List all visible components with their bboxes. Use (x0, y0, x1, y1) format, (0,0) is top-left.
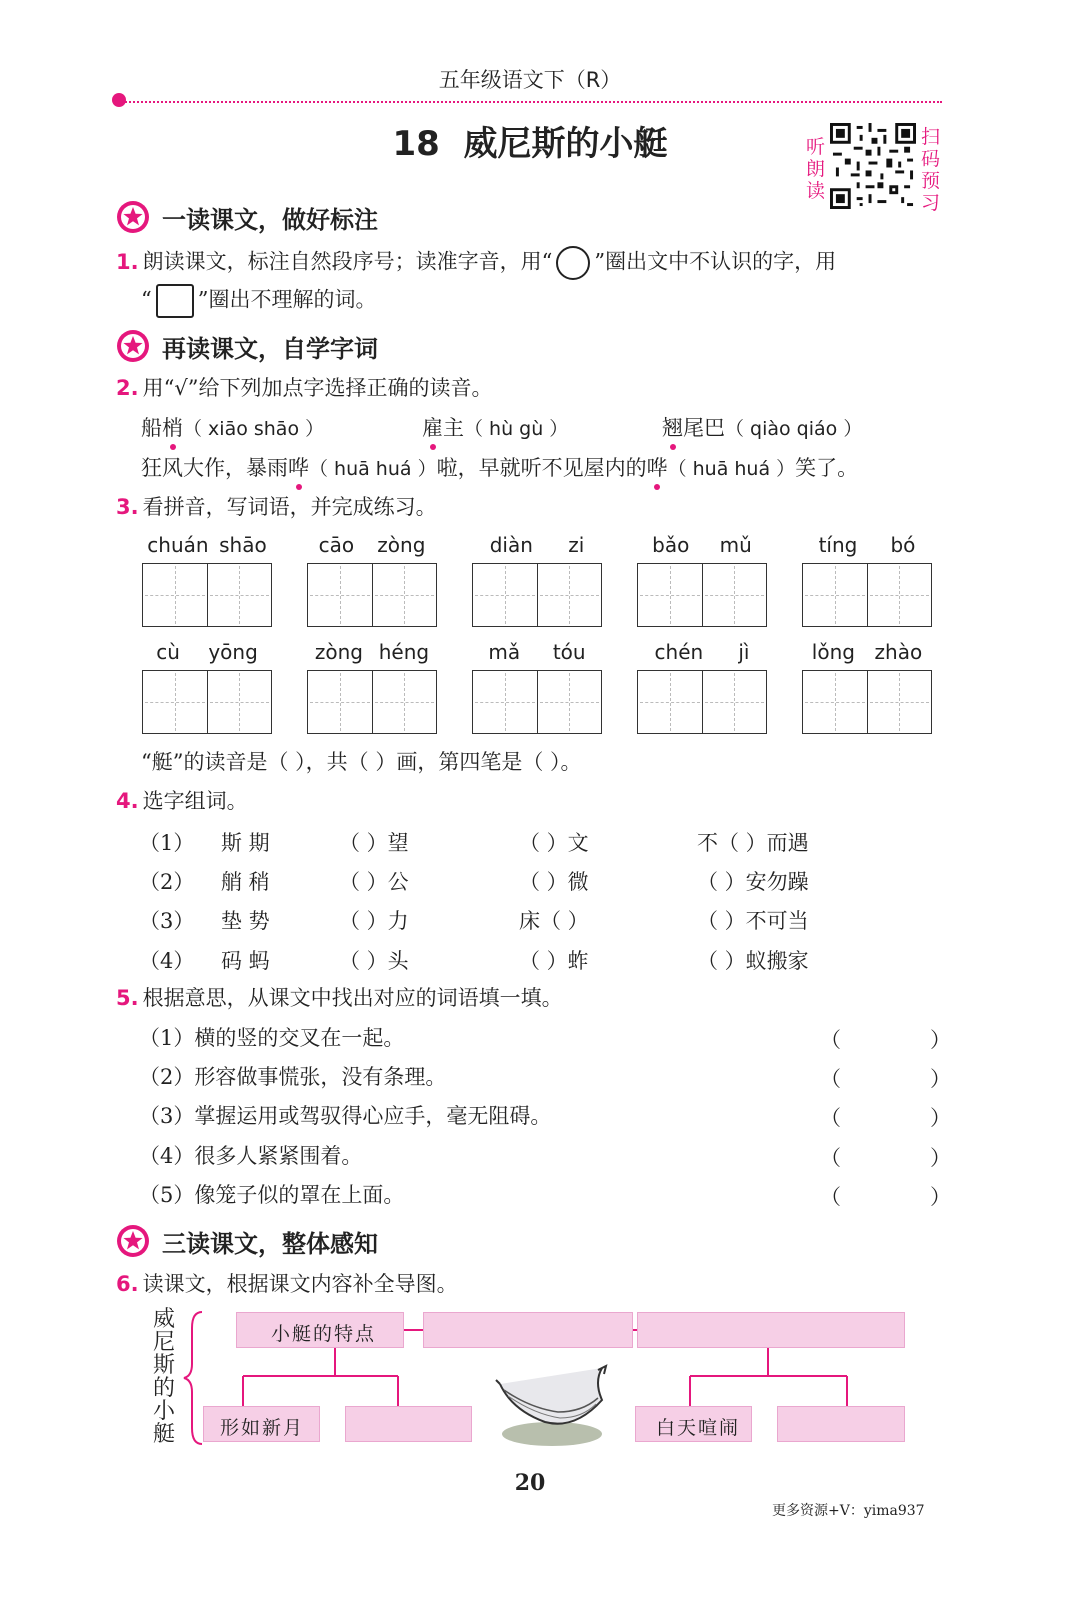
q4-blank[interactable]: （ ）文 (519, 831, 589, 855)
word-grid-group (307, 533, 437, 627)
q4-row (139, 905, 899, 933)
section-heading-1 (116, 200, 378, 234)
q5-item: （3）掌握运用或驾驭得心应手，毫无阻碍。 (139, 1104, 552, 1128)
answer-paren-close: ） (930, 1146, 951, 1170)
answer-paren-open[interactable]: （ (820, 1146, 841, 1170)
answer-paren-close: ） (930, 1185, 951, 1209)
mindmap-root: 威尼斯的小艇 (152, 1307, 175, 1447)
q4-blank[interactable]: （ ）蚱 (519, 949, 589, 973)
writing-grid[interactable] (637, 670, 767, 734)
word-grid-group (142, 533, 272, 627)
question-number: 6. (116, 1272, 139, 1296)
q2-item-2 (422, 414, 568, 443)
section-title: 三读课文，整体感知 (162, 1229, 378, 1258)
pinyin-label: diàn zi (489, 533, 585, 557)
mindmap-blank-node[interactable] (777, 1406, 905, 1442)
star-badge-icon (116, 200, 150, 234)
mindmap-blank-node[interactable] (637, 1312, 905, 1348)
mindmap-node-daytime (635, 1406, 752, 1442)
q4-blank[interactable]: （ ）蚁搬家 (697, 949, 809, 973)
q2-sentence (141, 454, 858, 483)
pinyin-label: cù yōng (156, 640, 258, 664)
q5-item: （4）很多人紧紧围着。 (139, 1144, 363, 1168)
question-number: 3. (116, 495, 139, 519)
q4-blank[interactable]: （ ）不可当 (697, 909, 809, 933)
q4-row-number: （1） (139, 831, 195, 855)
q4-row (139, 945, 899, 973)
writing-grid[interactable] (802, 670, 932, 734)
question-number: 5. (116, 986, 139, 1010)
question-number: 2. (116, 376, 139, 400)
q2-item-text: 船 (141, 416, 162, 440)
question-6 (116, 1270, 458, 1298)
mindmap-node-label: 小艇的特点 (271, 1323, 377, 1345)
lesson-number: 18 (392, 124, 440, 164)
pinyin-choices[interactable]: （ hù gù ） (464, 418, 569, 440)
pinyin-label: bǎo mǔ (652, 533, 752, 557)
question-number: 4. (116, 789, 139, 813)
pinyin-label: mǎ tóu (488, 640, 586, 664)
word-grid-group (802, 640, 932, 734)
q4-blank[interactable]: 不（ ）而遇 (697, 831, 809, 855)
answer-paren-open[interactable]: （ (820, 1067, 841, 1091)
q1-text-a: 朗读课文，标注自然段序号；读准字音，用“ (142, 249, 553, 274)
q2-sentence-text: 笑了。 (795, 456, 859, 480)
q2-item-text: 主 (443, 416, 464, 440)
star-badge-icon (116, 329, 150, 363)
word-grid-group (637, 533, 767, 627)
q2-item-text: 尾巴 (683, 416, 725, 440)
q4-text: 选字组词。 (142, 789, 248, 813)
writing-grid[interactable] (142, 670, 272, 734)
answer-paren-close: ） (930, 1067, 951, 1091)
q5-item: （5）像笼子似的罩在上面。 (139, 1183, 405, 1207)
pinyin-choices[interactable]: （ huā huá ） (309, 458, 437, 480)
pinyin-choices[interactable]: （ qiào qiáo ） (725, 418, 863, 440)
section-heading-2 (116, 329, 378, 363)
mindmap-node-crescent (203, 1406, 320, 1442)
word-grid-group (472, 533, 602, 627)
q4-char-options: 垫 势 (221, 909, 270, 933)
q4-blank[interactable]: （ ）望 (339, 831, 409, 855)
dotted-char: 哗 (288, 456, 309, 480)
section-title: 一读课文，做好标注 (162, 205, 378, 234)
mindmap-blank-node[interactable] (345, 1406, 472, 1442)
qr-side-text-listen: 听朗读 (806, 136, 826, 202)
q4-row-number: （4） (139, 949, 195, 973)
section-heading-3 (116, 1224, 378, 1258)
q2-item-1 (141, 414, 324, 443)
q4-row (139, 866, 899, 894)
writing-grid[interactable] (802, 563, 932, 627)
q4-blank[interactable]: （ ）力 (339, 909, 409, 933)
dotted-char: 梢 (162, 416, 183, 440)
q4-blank[interactable]: （ ）公 (339, 870, 409, 894)
answer-paren-open[interactable]: （ (820, 1185, 841, 1209)
pinyin-choices[interactable]: （ huā huá ） (667, 458, 796, 480)
q1-text-b: ”圈出文中不认识的字，用 (594, 249, 837, 274)
pinyin-label: lǒng zhào (811, 640, 923, 664)
word-grid-group (142, 640, 272, 734)
writing-grid[interactable] (472, 563, 602, 627)
writing-grid[interactable] (637, 563, 767, 627)
word-grid-group (307, 640, 437, 734)
q1-text-d: ”圈出不理解的词。 (197, 287, 377, 312)
q6-text: 读课文，根据课文内容补全导图。 (142, 1272, 458, 1296)
qr-code-icon[interactable] (830, 123, 916, 209)
mindmap-node-label: 白天喧闹 (656, 1417, 741, 1439)
circle-mark-icon (556, 246, 590, 280)
q4-row-number: （3） (139, 909, 195, 933)
book-header-title: 五年级语文下（R） (438, 68, 622, 92)
q5-text: 根据意思，从课文中找出对应的词语填一填。 (142, 986, 563, 1010)
question-1-line-2 (141, 284, 377, 318)
writing-grid[interactable] (307, 563, 437, 627)
writing-grid[interactable] (307, 670, 437, 734)
mindmap-node-features (236, 1312, 404, 1348)
square-mark-icon (156, 284, 194, 318)
dotted-char: 哗 (646, 456, 668, 480)
q4-char-options: 艄 稍 (221, 870, 270, 894)
pinyin-label: tíng bó (818, 533, 916, 557)
q3-followup[interactable]: “艇”的读音是（ ），共（ ）画，第四笔是（ ）。 (141, 750, 582, 774)
mindmap-blank-node[interactable] (423, 1312, 633, 1348)
header-divider (118, 101, 942, 103)
question-number: 1. (116, 249, 139, 274)
q2-text: 用“√”给下列加点字选择正确的读音。 (142, 376, 493, 400)
writing-grid[interactable] (472, 670, 602, 734)
q4-row-number: （2） (139, 870, 195, 894)
pinyin-label: cāo zòng (318, 533, 426, 557)
pinyin-label: chén jì (654, 640, 750, 664)
star-badge-icon (116, 1224, 150, 1258)
q2-sentence-text: 狂风大作，暴雨 (141, 456, 288, 480)
answer-paren-close: ） (930, 1106, 951, 1130)
answer-paren-close: ） (930, 1028, 951, 1052)
q3-text: 看拼音，写词语，并完成练习。 (142, 495, 437, 519)
q1-text-c: “ (141, 287, 152, 312)
writing-grid[interactable] (142, 563, 272, 627)
page-number: 20 (514, 1470, 546, 1496)
word-grid-group (472, 640, 602, 734)
dotted-char: 雇 (422, 416, 443, 440)
pinyin-choices[interactable]: （ xiāo shāo ） (183, 418, 325, 440)
gondola-boat-icon (490, 1360, 620, 1450)
q2-item-3 (662, 414, 862, 443)
mindmap-node-label: 形如新月 (220, 1417, 305, 1439)
question-3 (116, 493, 437, 521)
question-2 (116, 374, 492, 402)
q4-blank[interactable]: 床（ ） (519, 909, 589, 933)
q4-char-options: 斯 期 (221, 831, 270, 855)
q4-blank[interactable]: （ ）微 (519, 870, 589, 894)
q4-blank[interactable]: （ ）安勿躁 (697, 870, 809, 894)
lesson-name: 威尼斯的小艇 (463, 124, 668, 164)
pinyin-label: zòng héng (314, 640, 430, 664)
q4-row (139, 827, 899, 855)
q2-sentence-text: 啦，早就听不见屋内的 (436, 456, 647, 480)
word-grid-group (802, 533, 932, 627)
q5-item: （1）横的竖的交叉在一起。 (139, 1026, 405, 1050)
question-4 (116, 787, 248, 815)
question-5 (116, 984, 563, 1012)
section-title: 再读课文，自学字词 (162, 334, 378, 363)
q4-blank[interactable]: （ ）头 (339, 949, 409, 973)
footer-resource-note: 更多资源+V：yima937 (772, 1503, 925, 1519)
question-1 (116, 246, 836, 280)
q5-item: （2）形容做事慌张，没有条理。 (139, 1065, 447, 1089)
pinyin-label: chuán shāo (147, 533, 267, 557)
dotted-char: 翘 (662, 416, 683, 440)
qr-side-text-scan: 扫码预习 (921, 126, 941, 214)
answer-paren-open[interactable]: （ (820, 1106, 841, 1130)
word-grid-group (637, 640, 767, 734)
answer-paren-open[interactable]: （ (820, 1028, 841, 1052)
header-dot-marker (112, 93, 126, 107)
q4-char-options: 码 蚂 (221, 949, 270, 973)
